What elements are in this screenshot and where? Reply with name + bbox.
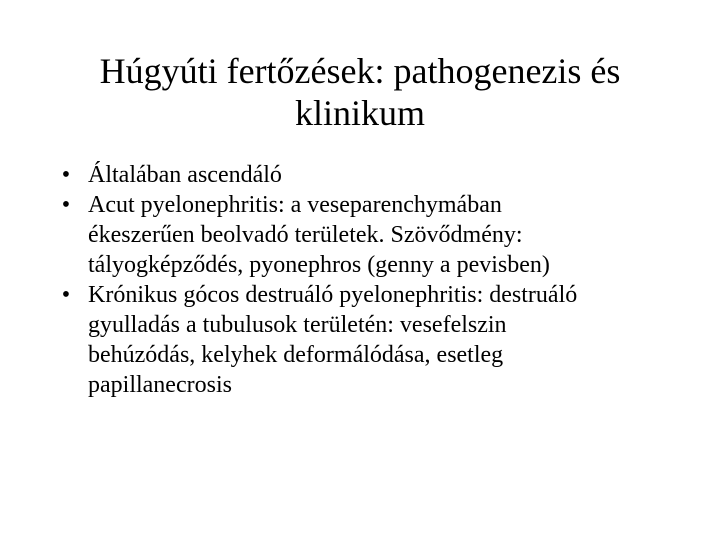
bullet-3-line-4: papillanecrosis	[88, 372, 232, 398]
bullet-item-2	[56, 190, 686, 280]
bullet-item-1	[56, 160, 686, 190]
bullet-item-3	[56, 280, 686, 400]
bullet-list	[56, 160, 686, 400]
bullet-1-line-1: Általában ascendáló	[88, 162, 282, 188]
bullet-dot-icon: •	[61, 282, 71, 308]
title-line-1: Húgyúti fertőzések: pathogenezis és	[99, 51, 621, 91]
bullet-2-line-2: ékeszerűen beolvadó területek. Szövődmény:	[88, 222, 523, 248]
slide-title	[40, 50, 680, 134]
bullet-dot-icon: •	[61, 192, 71, 218]
title-line-2: klinikum	[294, 93, 425, 133]
bullet-dot-icon: •	[61, 162, 71, 188]
bullet-3-line-2: gyulladás a tubulusok területén: vesefelszin	[88, 312, 507, 338]
bullet-2-line-3: tályogképződés, pyonephros (genny a pevisben)	[88, 252, 550, 278]
bullet-3-line-1: Krónikus gócos destruáló pyelonephritis: destruáló	[88, 282, 578, 308]
bullet-3-line-3: behúzódás, kelyhek deformálódása, esetleg	[88, 342, 504, 368]
bullet-2-line-1: Acut pyelonephritis: a veseparenchymában	[88, 192, 502, 218]
